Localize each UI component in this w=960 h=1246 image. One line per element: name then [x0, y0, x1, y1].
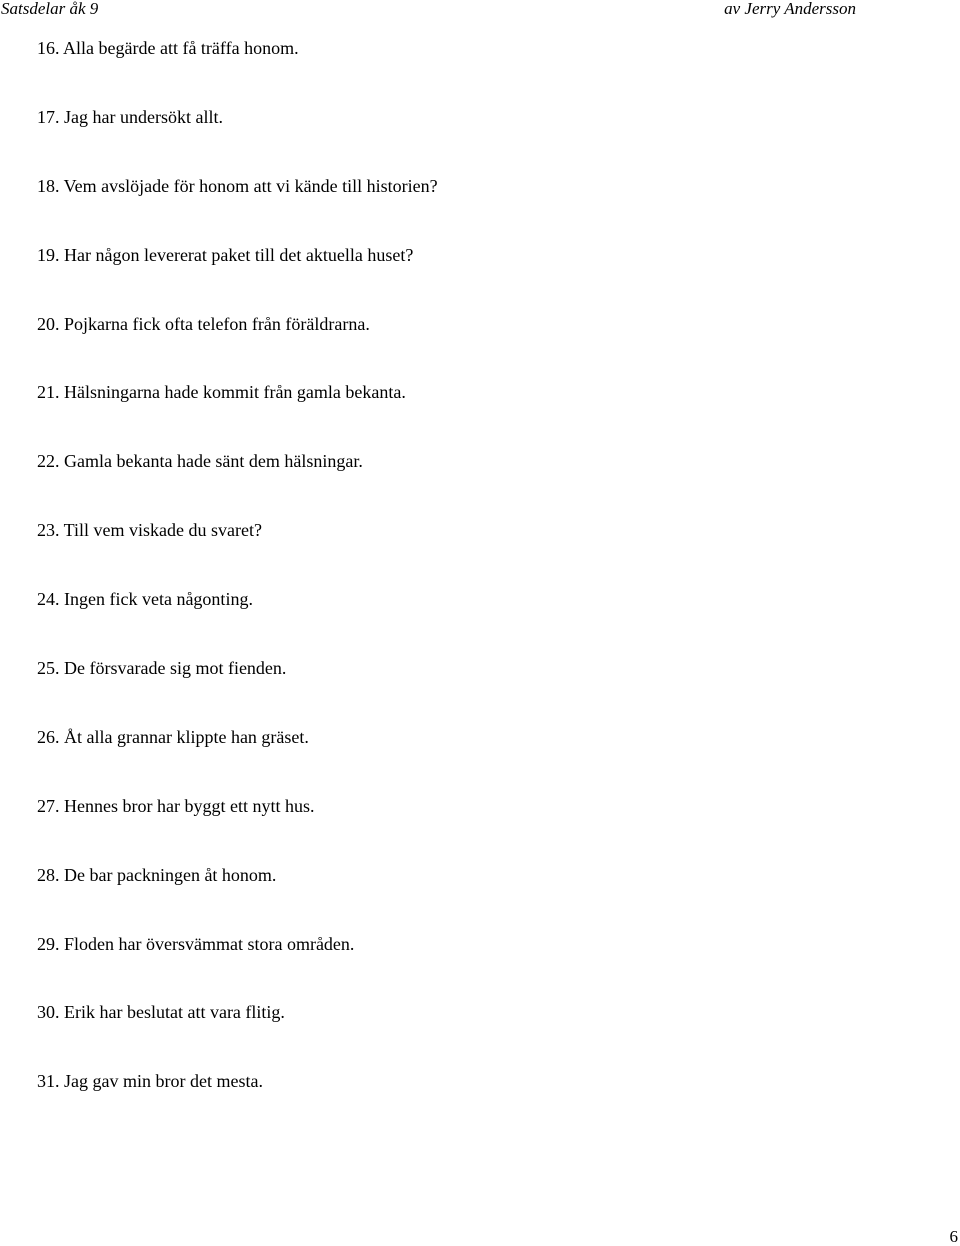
sentence-item: 21. Hälsningarna hade kommit från gamla bekanta.: [37, 382, 406, 403]
sentence-list: [37, 38, 438, 1140]
sentence-item: 25. De försvarade sig mot fienden.: [37, 658, 287, 679]
header-author: av Jerry Andersson: [724, 0, 856, 18]
header-title: Satsdelar åk 9: [1, 0, 99, 18]
sentence-item: 19. Har någon levererat paket till det aktuella huset?: [37, 244, 414, 265]
sentence-item: 23. Till vem viskade du svaret?: [37, 520, 262, 541]
sentence-item: 27. Hennes bror har byggt ett nytt hus.: [37, 795, 315, 816]
sentence-item: 28. De bar packningen åt honom.: [37, 864, 277, 885]
page-number: 6: [949, 1227, 958, 1246]
sentence-item: 30. Erik har beslutat att vara flitig.: [37, 1002, 285, 1023]
sentence-item: 24. Ingen fick veta någonting.: [37, 589, 253, 610]
sentence-item: 18. Vem avslöjade för honom att vi kände till historien?: [37, 175, 438, 196]
sentence-item: 26. Åt alla grannar klippte han gräset.: [37, 726, 309, 747]
sentence-item: 16. Alla begärde att få träffa honom.: [37, 38, 299, 58]
sentence-item: 20. Pojkarna fick ofta telefon från föräldrarna.: [37, 313, 370, 334]
sentence-item: 31. Jag gav min bror det mesta.: [37, 1071, 263, 1092]
sentence-item: 29. Floden har översvämmat stora områden.: [37, 933, 355, 954]
sentence-item: 17. Jag har undersökt allt.: [37, 106, 223, 127]
sentence-item: 22. Gamla bekanta hade sänt dem hälsningar.: [37, 451, 363, 472]
